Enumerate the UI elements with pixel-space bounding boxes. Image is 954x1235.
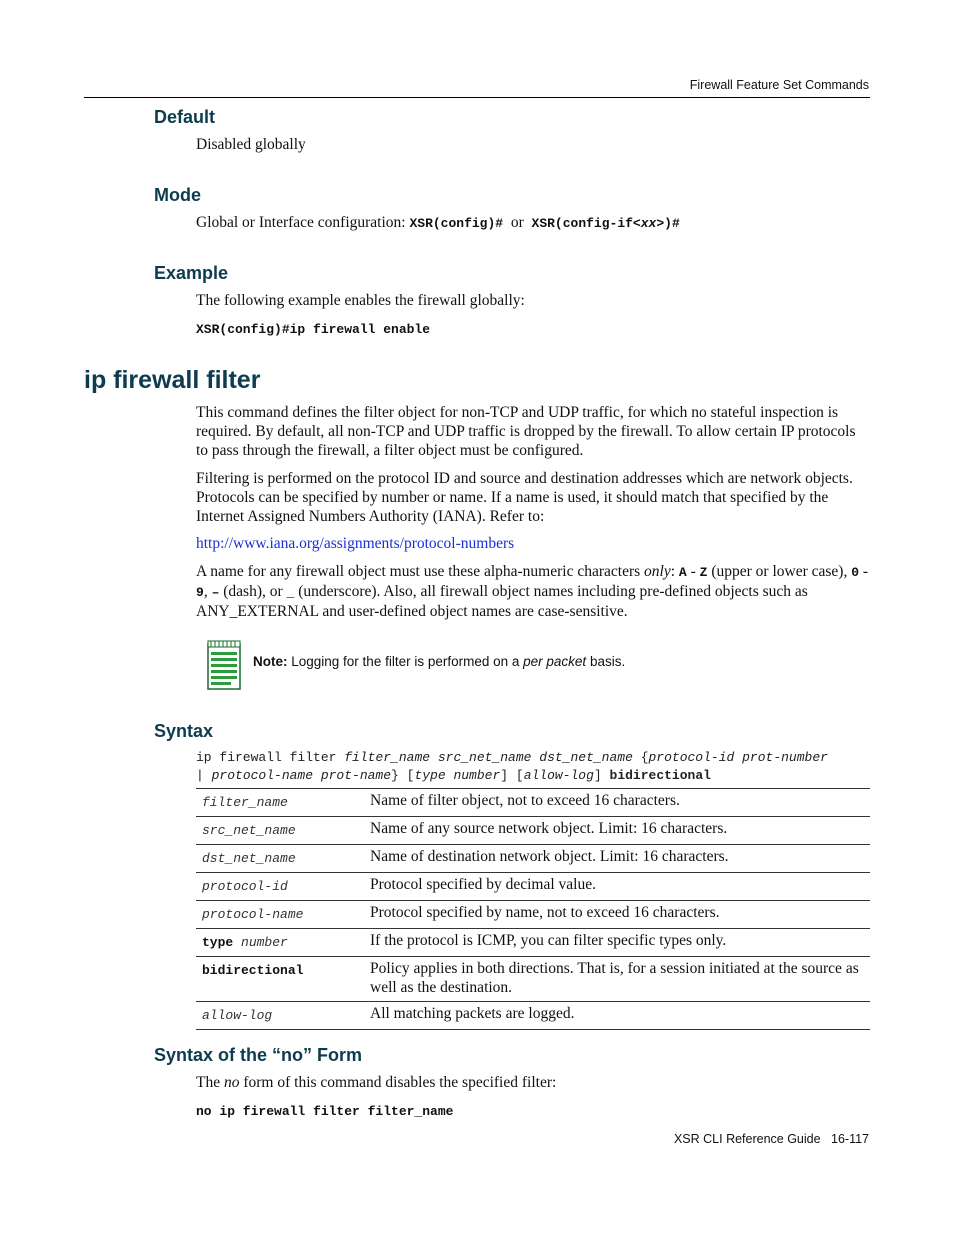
- param-name: protocol-id: [196, 873, 364, 901]
- table-row: [196, 929, 870, 957]
- mode-text: [196, 213, 870, 233]
- param-name: dst_net_name: [196, 845, 364, 873]
- table-row: [196, 901, 870, 929]
- iana-link[interactable]: http://www.iana.org/assignments/protocol-numbers: [196, 535, 515, 552]
- mode-prompt-global: XSR(config)#: [409, 216, 504, 231]
- default-heading: Default: [154, 107, 216, 127]
- parameters-table: [196, 788, 870, 1030]
- mode-or: or: [510, 214, 524, 231]
- param-name: src_net_name: [196, 817, 364, 845]
- note-text: Note: Logging for the filter is performed on a per packet basis.: [253, 654, 626, 669]
- table-row: [196, 873, 870, 901]
- table-row: [196, 1002, 870, 1030]
- param-name: allow-log: [196, 1002, 364, 1030]
- param-description: Policy applies in both directions. That is, for a session initiated at the source as well as the destination.: [364, 957, 870, 1002]
- param-description: Name of destination network object. Limit: 16 characters.: [364, 845, 870, 873]
- running-header: Firewall Feature Set Commands: [689, 78, 869, 92]
- param-description: Protocol specified by name, not to exceed 16 characters.: [364, 901, 870, 929]
- header-rule: [84, 97, 870, 98]
- notepad-icon: [206, 640, 242, 690]
- param-description: All matching packets are logged.: [364, 1002, 870, 1030]
- mode-heading: Mode: [154, 185, 201, 205]
- example-heading: Example: [154, 263, 229, 283]
- mode-description: Global or Interface configuration:: [196, 214, 406, 231]
- default-text: Disabled globally: [196, 136, 306, 153]
- param-description: Name of any source network object. Limit: 16 characters.: [364, 817, 870, 845]
- example-text: The following example enables the firewall globally:: [196, 292, 525, 309]
- table-row: [196, 845, 870, 873]
- param-description: Protocol specified by decimal value.: [364, 873, 870, 901]
- table-row: [196, 789, 870, 817]
- param-name: type number: [196, 929, 364, 957]
- param-name: bidirectional: [196, 957, 364, 1002]
- mode-prompt-interface: XSR(config-if<xx>)#: [531, 216, 680, 231]
- guide-title: XSR CLI Reference Guide: [673, 1132, 821, 1146]
- table-row: [196, 817, 870, 845]
- no-form-code: no ip firewall filter filter_name: [196, 1104, 454, 1119]
- command-para-1: This command defines the filter object for non-TCP and UDP traffic, for which no stateful inspection is required. By default, all non-TCP and UDP traffic is dropped by the firewall. To allow certain IP protocols to pass through the firewall, a filter object must be configured.: [196, 404, 856, 459]
- command-title: ip firewall filter: [84, 366, 261, 394]
- param-description: Name of filter object, not to exceed 16 characters.: [364, 789, 870, 817]
- command-para-2: Filtering is performed on the protocol ID and source and destination addresses which are network objects. Protocols can be specified by number or name. If a name is used, it should match that specified by the Internet Assigned Numbers Authority (IANA). Refer to:: [196, 470, 853, 525]
- no-form-text: The no form of this command disables the specified filter:: [196, 1074, 557, 1091]
- param-name: filter_name: [196, 789, 364, 817]
- no-form-heading: Syntax of the “no” Form: [154, 1045, 363, 1065]
- table-row: [196, 957, 870, 1002]
- syntax-heading: Syntax: [154, 721, 214, 741]
- page-footer: [674, 1132, 869, 1146]
- command-para-3: A name for any firewall object must use these alpha-numeric characters only: A - Z (upper or lower case), 0 - 9, – (dash), or _ (underscore). Also, all firewall object names including pre-defined objects such as ANY_EXTERNAL and user-defined object names are case-sensitive.: [196, 563, 869, 620]
- example-code: XSR(config)#ip firewall enable: [196, 322, 431, 337]
- syntax-line: ip firewall filter filter_name src_net_name dst_net_name {protocol-id prot-number | protocol-name prot-name} [type number] [allow-log] bidirectional: [196, 750, 828, 783]
- page-number: 16-117: [831, 1132, 869, 1146]
- param-name: protocol-name: [196, 901, 364, 929]
- param-description: If the protocol is ICMP, you can filter specific types only.: [364, 929, 870, 957]
